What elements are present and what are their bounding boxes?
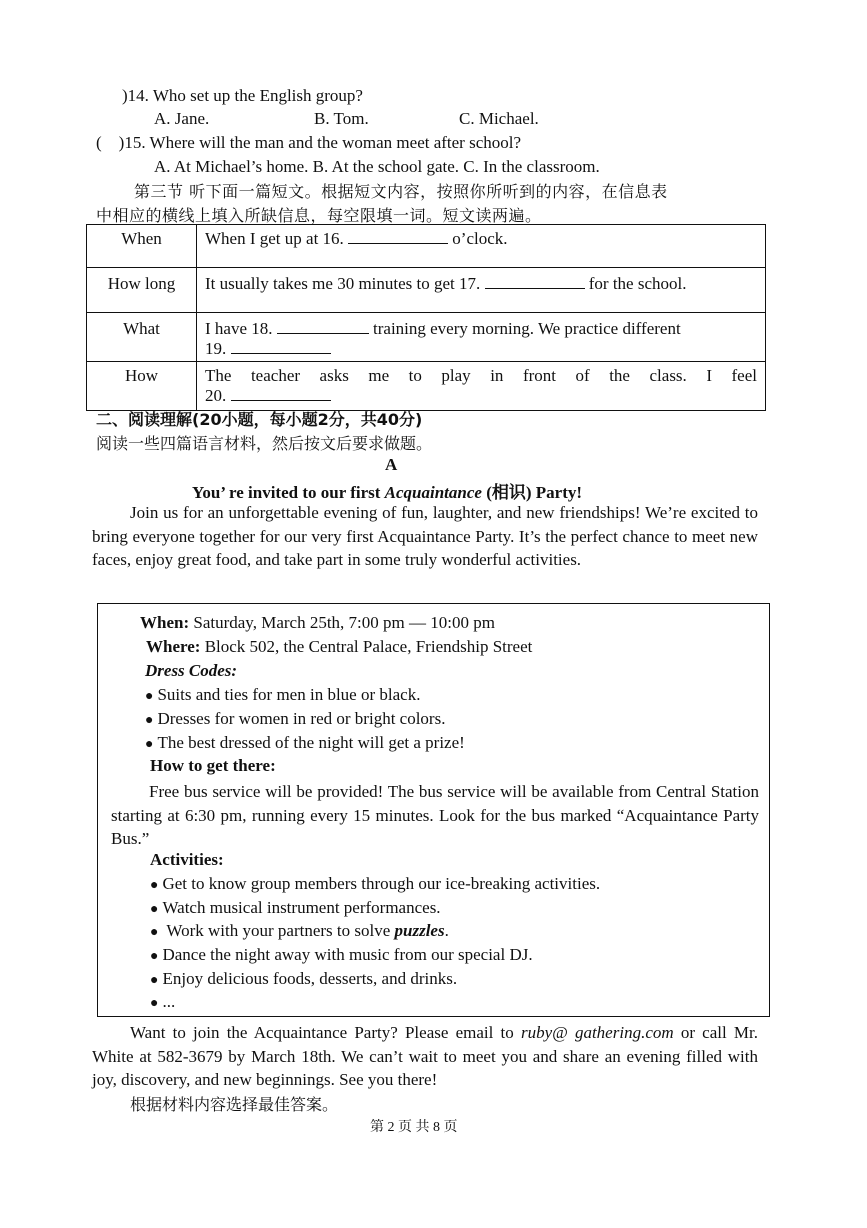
question-text: Who set up the English group?: [152, 86, 363, 105]
question-prefix: ): [122, 86, 128, 105]
table-row: [87, 268, 766, 313]
list-item: ● Suits and ties for men in blue or black.: [145, 685, 420, 705]
answer-blank-19[interactable]: [231, 339, 331, 354]
section3-line2: 中相应的横线上填入所缺信息，每空限填一词。短文读两遍。: [96, 206, 542, 225]
list-item: ● Watch musical instrument performances.: [150, 898, 441, 918]
row-content: I have 18. training every morning. We practice different 19.: [197, 313, 766, 362]
question-14: [122, 86, 363, 106]
row-content: The teacher asks me to play in front of the class. I feel 20.: [197, 362, 766, 411]
list-item: ● Dresses for women in red or bright colors.: [145, 709, 445, 729]
part2-instruction: 阅读一些四篇语言材料，然后按文后要求做题。: [96, 434, 433, 453]
row-key: How: [87, 362, 197, 411]
option-b: B. Tom.: [314, 109, 369, 128]
table-row: [87, 313, 766, 362]
list-item: ● Get to know group members through our ice-breaking activities.: [150, 874, 600, 894]
question-number: 15.: [124, 133, 146, 152]
option-a: A. At Michael’s home.: [154, 157, 309, 176]
list-item: ● Dance the night away with music from our special DJ.: [150, 945, 533, 965]
question-text: Where will the man and the woman meet after school?: [149, 133, 522, 152]
notice-when: When: Saturday, March 25th, 7:00 pm — 10:00 pm: [140, 613, 495, 632]
part2-heading: 二、阅读理解(20小题，每小题2分，共40分): [96, 410, 423, 429]
option-a: A. Jane.: [154, 109, 210, 128]
option-b: B. At the school gate.: [312, 157, 460, 176]
passage-letter: A: [385, 455, 398, 474]
option-c: C. Michael.: [459, 109, 539, 128]
passage-intro: Join us for an unforgettable evening of fun, laughter, and new friendships! We’re excited to bring everyone together for our very first Acquaintance Party. It’s the perfect chance to meet new faces, enjoy great food, and take part in some truly wonderful activities.: [92, 503, 758, 569]
list-item: ● The best dressed of the night will get a prize!: [145, 733, 465, 753]
row-content: It usually takes me 30 minutes to get 17. for the school.: [197, 268, 766, 313]
transport-text: Free bus service will be provided! The bus service will be available from Central Station starting at 6:30 pm, running every 15 minutes. Look for the bus marked “Acquaintance Party Bus.”: [111, 782, 759, 848]
activities-label: Activities:: [150, 850, 224, 869]
email-link[interactable]: ruby@ gathering.com: [520, 1023, 674, 1042]
row-content: When I get up at 16. o’clock.: [197, 225, 766, 268]
answer-blank-17[interactable]: [485, 274, 585, 289]
answer-blank-16[interactable]: [348, 229, 448, 244]
list-item: ● Work with your partners to solve puzzles.: [150, 921, 449, 941]
list-item: ● Enjoy delicious foods, desserts, and drinks.: [150, 969, 457, 989]
row-key: What: [87, 313, 197, 362]
answer-blank-20[interactable]: [231, 386, 331, 401]
table-row: [87, 362, 766, 411]
question-number: 14.: [127, 86, 149, 105]
notice-where: Where: Block 502, the Central Palace, Friendship Street: [146, 637, 533, 656]
page-footer: 第 2 页 共 8 页: [370, 1120, 458, 1135]
info-table: [86, 224, 766, 411]
question-15-options: [154, 157, 600, 177]
answer-blank-18[interactable]: [277, 319, 369, 334]
passage-title: You’ re invited to our first Acquaintance (相识) Party!: [192, 483, 583, 502]
section3-line1: 第三节 听下面一篇短文。根据短文内容，按照你所听到的内容，在信息表: [134, 182, 668, 201]
table-row: [87, 225, 766, 268]
list-item: ● ...: [150, 992, 175, 1012]
row-key: When: [87, 225, 197, 268]
choose-instruction: 根据材料内容选择最佳答案。: [130, 1095, 339, 1114]
party-notice-box: [97, 603, 770, 1017]
question-15: [96, 133, 521, 153]
question-prefix: ( ): [96, 133, 125, 152]
transport-label: How to get there:: [150, 756, 276, 775]
row-key: How long: [87, 268, 197, 313]
dress-codes-label: Dress Codes:: [145, 661, 238, 680]
closing-paragraph: Want to join the Acquaintance Party? Please email to ruby@ gathering.com or call Mr. White at 582-3679 by March 18th. We can’t wait to meet you and share an evening filled with joy, discovery, and new beginnings. See you there!: [92, 1023, 758, 1089]
option-c: C. In the classroom.: [463, 157, 600, 176]
